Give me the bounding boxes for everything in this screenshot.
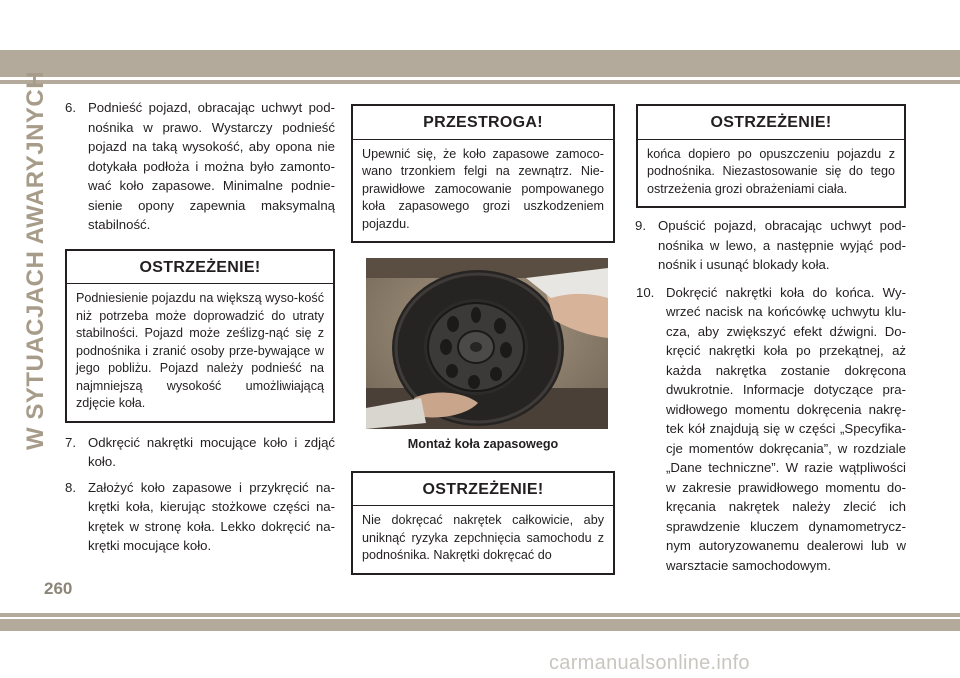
warning-box-continued	[636, 104, 906, 208]
warning-title: OSTRZEŻENIE!	[353, 473, 613, 507]
step-number: 8.	[65, 479, 76, 495]
step-text: Dokręcić nakrętki koła do końca. Wy-wrzeć nacisk na końcówkę uchwytu klu-cza, aby zwiększyć efekt dźwigni. Do-kręcić nakrętki koła po przekątnej, aż każda nakrętka zostanie dokręcona dwukrotnie. Informacje dotyczące pra-widłowego momentu dokręcenia nakrę-tek kół znajdują się w części „Specyfika-cje momentów dokręcania”, w rozdziale „Dane techniczne”. W razie wątpliwości w zakresie prawidłowego momentu do-kręcania nakrętek należy zlecić ich sprawdzenie kluczem dynamometrycz-nym autoryzowanemu dealerowi lub w warsztacie samochodowym.	[666, 284, 906, 573]
caution-box	[351, 104, 615, 243]
caution-title: PRZESTROGA!	[353, 106, 613, 140]
step-number: 9.	[635, 218, 646, 233]
step-number: 7.	[65, 434, 76, 450]
caution-text: Upewnić się, że koło zapasowe zamoco-wano trzonkiem felgi na zewnątrz. Nie-prawidłowe zamocowanie pompowanego koła zapasowego grozi uszkodzeniem pojazdu.	[362, 146, 604, 231]
warning-title: OSTRZEŻENIE!	[67, 251, 333, 285]
step-9	[635, 216, 906, 275]
warning-text: Nie dokręcać nakrętek całkowicie, aby uniknąć ryzyka zepchnięcia samochodu z podnośnika. Nakrętki dokręcać do	[362, 513, 604, 562]
warning-box	[65, 249, 335, 423]
warning-text: Podniesienie pojazdu na większą wyso-kość niż potrzeba może doprowadzić do utraty stabilności. Pojazd może ześlizg-nąć się z podnośnika i zranić osoby prze-bywające w jego pobliżu. Pojazd należy podnieść na najmniejszą wysokość umożliwiającą zdjęcie koła.	[76, 291, 324, 410]
step-text: Podnieść pojazd, obracając uchwyt pod-nośnika w prawo. Wystarczy podnieść pojazd na taką wysokość, aby opona nie dotykała podłoża i można było zamonto-wać koło zapasowe. Minimalne podnie-sienie opony zapewnia maksymalną stabilność.	[88, 100, 335, 232]
step-8	[65, 478, 335, 556]
step-6	[65, 98, 335, 235]
step-text: Opuścić pojazd, obracając uchwyt pod-nośnika w lewo, a następnie wyjąć pod-nośnik i usunąć blokady koła.	[658, 218, 906, 272]
header-stripe	[0, 80, 960, 84]
warning-box	[351, 471, 615, 575]
warning-title: OSTRZEŻENIE!	[638, 106, 904, 140]
footer-band	[0, 619, 960, 631]
column-right	[636, 104, 906, 581]
step-number: 10.	[636, 284, 655, 300]
step-7	[65, 433, 335, 472]
spare-tire-photo	[366, 258, 608, 429]
watermark: carmanualsonline.info	[549, 652, 750, 674]
step-text: Odkręcić nakrętki mocujące koło i zdjąć koło.	[88, 434, 335, 469]
step-number: 6.	[65, 100, 76, 115]
section-side-title: W SYTUACJACH AWARYJNYCH	[22, 70, 49, 450]
warning-text: końca dopiero po opuszczeniu pojazdu z podnośnika. Niezastosowanie się do tego ostrzeżenia grozi obrażeniami ciała.	[647, 146, 895, 196]
column-left	[65, 98, 335, 562]
page-number: 260	[44, 579, 73, 598]
footer-stripe	[0, 613, 960, 617]
step-10	[636, 283, 906, 576]
header-band	[0, 50, 960, 77]
photo-caption: Montaż koła zapasowego	[407, 437, 559, 451]
column-middle	[351, 104, 615, 585]
step-text: Założyć koło zapasowe i przykręcić na-krętki koła, kierując stożkowe części na-krętek w stronę koła. Lekko dokręcić na-krętki mocujące koło.	[88, 479, 335, 553]
